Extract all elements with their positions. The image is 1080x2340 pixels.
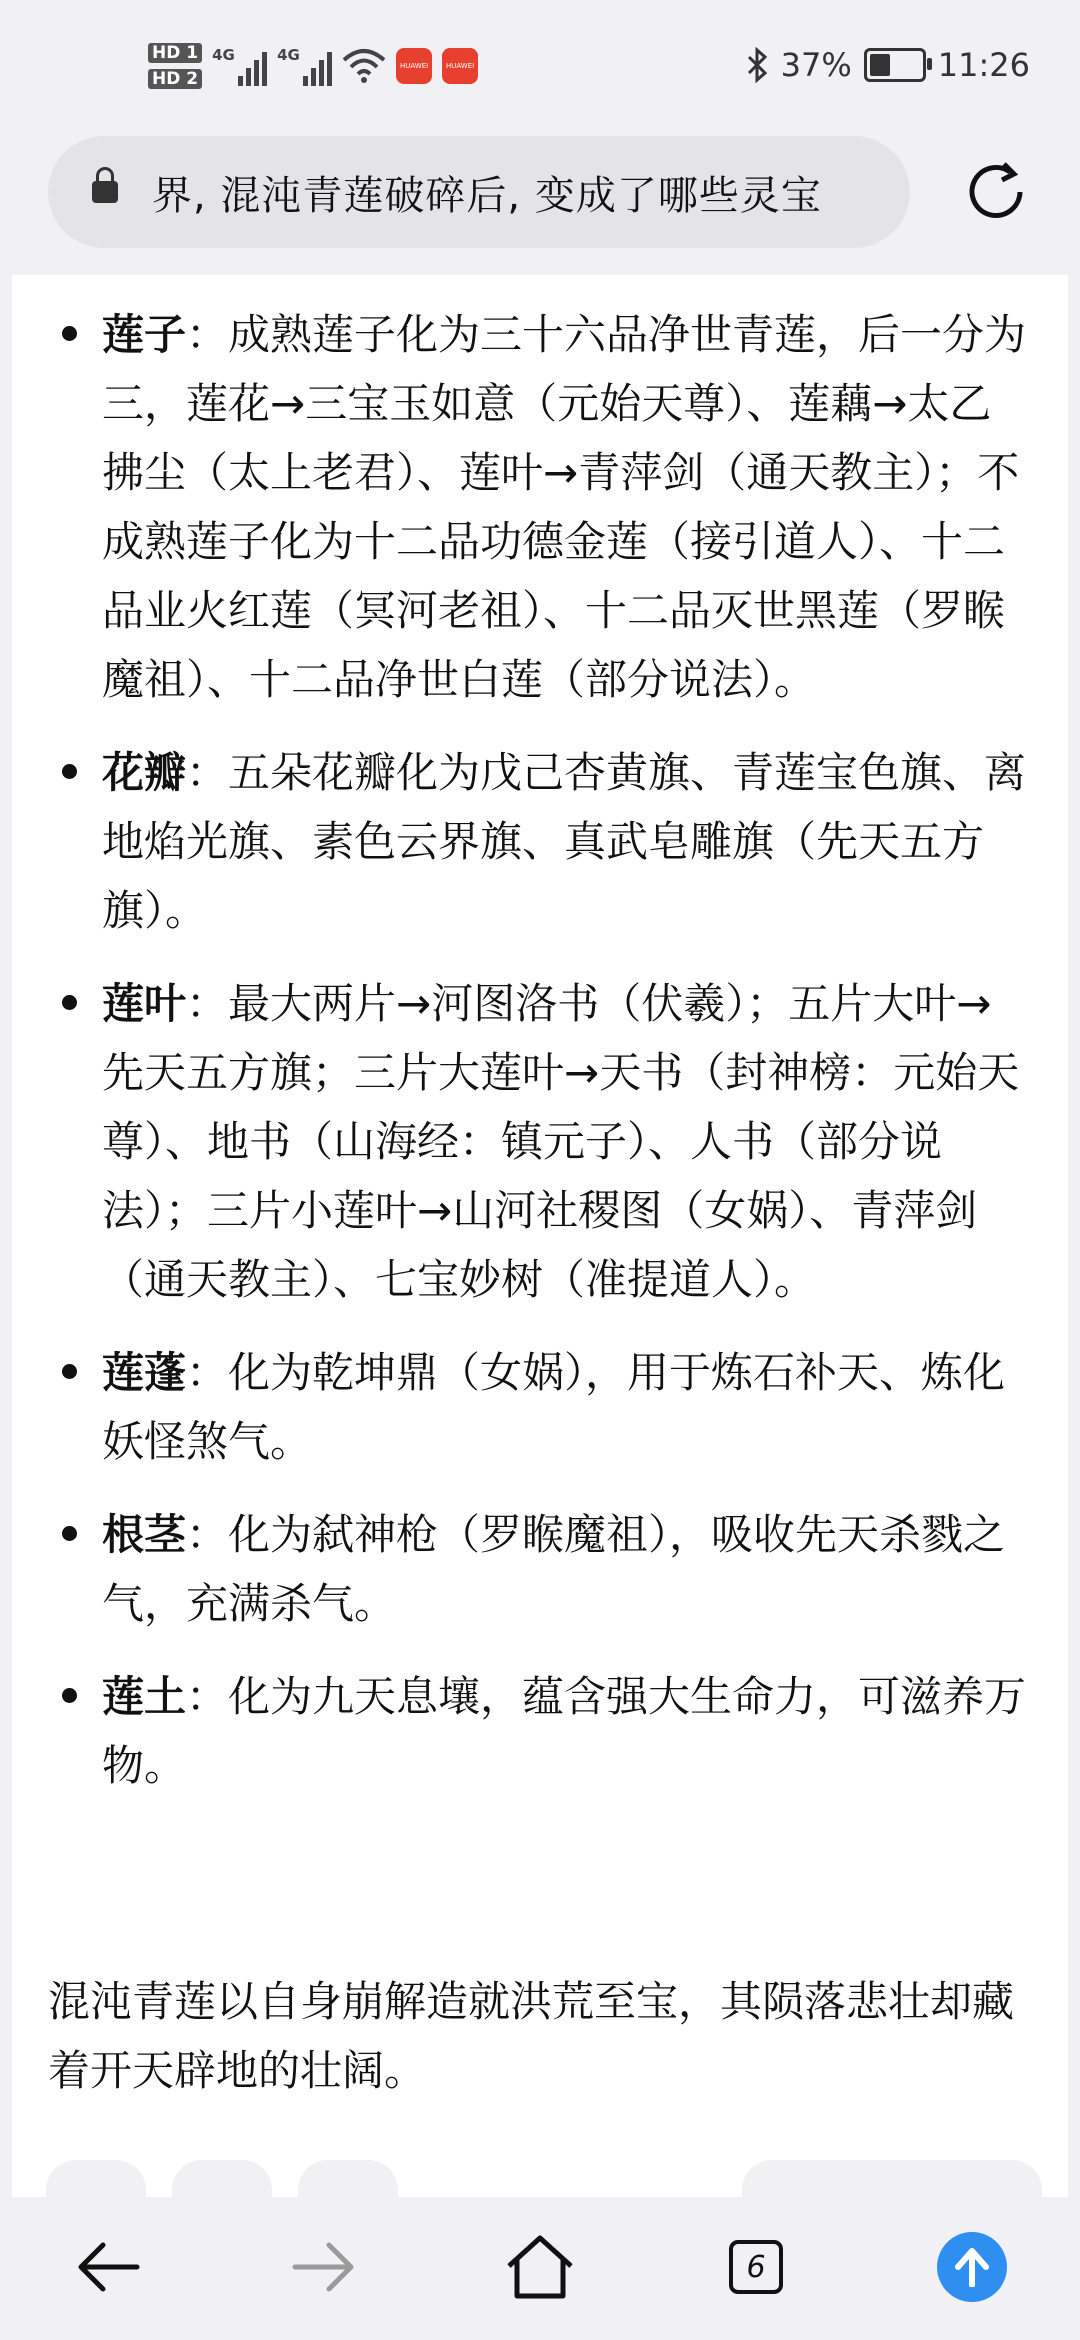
item-text: ：最大两片→河图洛书（伏羲）；五片大叶→先天五方旗；三片大莲叶→天书（封神榜：元始天尊）、地书（山海经：镇元子）、人书（部分说法）；三片小莲叶→山河社稷图（女娲）、青萍剑（通天教主）、七宝妙树（准提道人）。 [102, 979, 1020, 1304]
item-text: ：化为乾坤鼎（女娲），用于炼石补天、炼化妖怪煞气。 [102, 1348, 1006, 1466]
home-icon [505, 2234, 575, 2300]
url-text: 界, 混沌青莲破碎后, 变成了哪些灵宝 [152, 172, 822, 219]
tabs-button[interactable] [716, 2227, 796, 2307]
item-term: 莲土 [102, 1672, 187, 1721]
item-text: ：成熟莲子化为三十六品净世青莲，后一分为三，莲花→三宝玉如意（元始天尊）、莲藕→太乙拂尘（太上老君）、莲叶→青萍剑（通天教主）；不成熟莲子化为十二品功德金莲（接引道人）、十二品业火红莲（冥河老祖）、十二品灭世黑莲（罗睺魔祖）、十二品净世白莲（部分说法）。 [102, 310, 1027, 704]
scroll-up-icon [937, 2232, 1007, 2302]
list-item [12, 969, 1068, 1314]
hd1-label: HD 1 [148, 43, 202, 63]
item-term: 莲叶 [102, 979, 187, 1028]
item-term: 莲子 [102, 310, 187, 359]
bottom-navigation [0, 2197, 1080, 2340]
reload-icon[interactable] [958, 154, 1034, 230]
back-button[interactable] [68, 2227, 148, 2307]
bullet [62, 326, 77, 341]
tabs-icon: 6 [729, 2240, 783, 2294]
item-term: 根茎 [102, 1510, 187, 1559]
bullet [62, 995, 77, 1010]
address-bar [0, 130, 1080, 275]
answer-content [12, 275, 1068, 2197]
item-text: ：化为九天息壤，蕴含强大生命力，可滋养万物。 [102, 1672, 1027, 1790]
forward-button[interactable] [284, 2227, 364, 2307]
hd2-label: HD 2 [148, 69, 202, 89]
back-arrow-icon [75, 2239, 141, 2295]
feedback-chip[interactable] [742, 2160, 1042, 2197]
lotus-parts-list [12, 300, 1068, 1824]
item-term: 莲蓬 [102, 1348, 187, 1397]
home-button[interactable] [500, 2227, 580, 2307]
status-right [745, 40, 1030, 90]
bullet [62, 1688, 77, 1703]
closing-paragraph: 混沌青莲以自身崩解造就洪荒至宝，其陨落悲壮却藏着开天辟地的壮阔。 [48, 1977, 1015, 2095]
list-item [12, 1662, 1068, 1800]
huawei-app-badge-1: HUAWEI [396, 48, 432, 84]
list-item [12, 300, 1068, 714]
clock-time: 11:26 [937, 46, 1030, 84]
signal-2-icon [277, 46, 332, 86]
battery-icon [864, 48, 926, 82]
item-text: ：五朵花瓣化为戊己杏黄旗、青莲宝色旗、离地焰光旗、素色云界旗、真武皂雕旗（先天五方旗）。 [102, 748, 1027, 935]
huawei-app-badge-2: HUAWEI [442, 48, 478, 84]
item-term: 花瓣 [102, 748, 187, 797]
wifi-icon [342, 48, 386, 84]
bluetooth-icon [745, 47, 769, 83]
list-item [12, 738, 1068, 945]
bullet [62, 1364, 77, 1379]
forward-arrow-icon [291, 2239, 357, 2295]
list-item [12, 1338, 1068, 1476]
bullet [62, 1526, 77, 1541]
hd-indicators [148, 43, 202, 89]
network-2-label: 4G [277, 46, 300, 64]
status-bar [0, 0, 1080, 130]
share-chip[interactable] [172, 2160, 272, 2197]
copy-chip[interactable] [46, 2160, 146, 2197]
list-item [12, 1500, 1068, 1638]
scroll-up-button[interactable] [932, 2227, 1012, 2307]
action-chips-row [12, 2160, 1068, 2197]
lock-icon [92, 181, 118, 203]
status-left [148, 34, 478, 98]
battery-percent: 37% [780, 46, 852, 84]
bullet [62, 764, 77, 779]
url-field[interactable] [48, 136, 910, 248]
regenerate-chip[interactable] [298, 2160, 398, 2197]
network-1-label: 4G [212, 46, 235, 64]
signal-1-icon [212, 46, 267, 86]
item-text: ：化为弑神枪（罗睺魔祖），吸收先天杀戮之气，充满杀气。 [102, 1510, 1006, 1628]
